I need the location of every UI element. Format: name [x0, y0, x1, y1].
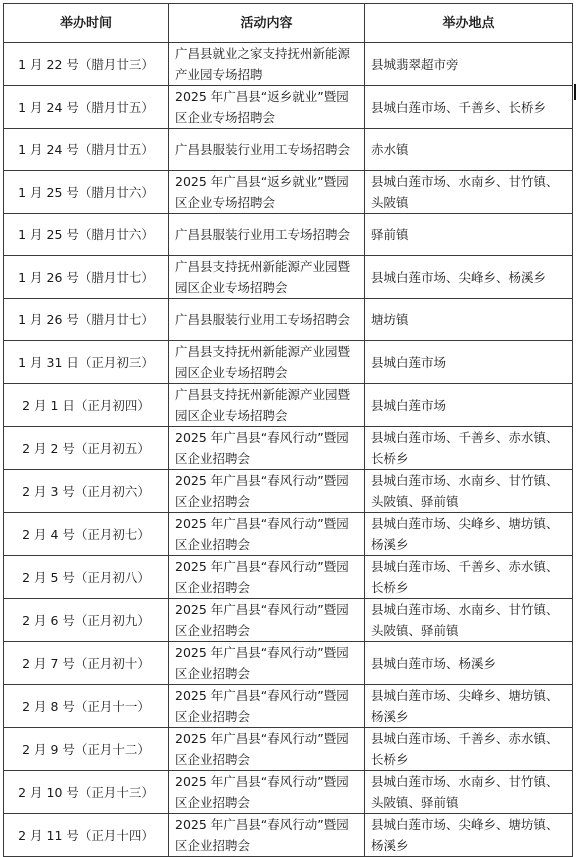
location-cell: 县城白莲市场、水南乡、甘竹镇、头陂镇、驿前镇: [365, 771, 573, 814]
table-header: [4, 4, 573, 43]
content-cell: 2025 年广昌县“春风行动”暨园区企业招聘会: [169, 599, 365, 642]
location-cell: 县城白莲市场: [365, 384, 573, 427]
table-row: [4, 685, 573, 728]
content-cell: 2025 年广昌县“春风行动”暨园区企业招聘会: [169, 470, 365, 513]
location-cell: 县城翡翠超市旁: [365, 43, 573, 86]
content-cell: 2025 年广昌县“返乡就业”暨园区企业专场招聘会: [169, 86, 365, 129]
time-cell: 2 月 8 号（正月十一）: [4, 685, 169, 728]
header-row: [4, 4, 573, 43]
content-cell: 2025 年广昌县“返乡就业”暨园区企业专场招聘会: [169, 171, 365, 214]
table-row: [4, 556, 573, 599]
table-row: [4, 171, 573, 214]
location-cell: 县城白莲市场、尖峰乡、杨溪乡: [365, 256, 573, 299]
location-cell: 县城白莲市场、水南乡、甘竹镇、头陂镇: [365, 171, 573, 214]
time-cell: 1 月 24 号（腊月廿五）: [4, 86, 169, 129]
time-cell: 2 月 3 号（正月初六）: [4, 470, 169, 513]
header-content: 活动内容: [169, 4, 365, 43]
content-cell: 2025 年广昌县“春风行动”暨园区企业招聘会: [169, 513, 365, 556]
text-cursor: [574, 84, 576, 100]
time-cell: 2 月 1 日（正月初四）: [4, 384, 169, 427]
time-cell: 2 月 10 号（正月十三）: [4, 771, 169, 814]
time-cell: 2 月 4 号（正月初七）: [4, 513, 169, 556]
table-row: [4, 384, 573, 427]
location-cell: 县城白莲市场、水南乡、甘竹镇、头陂镇、驿前镇: [365, 470, 573, 513]
table-row: [4, 86, 573, 129]
time-cell: 2 月 6 号（正月初九）: [4, 599, 169, 642]
content-cell: 2025 年广昌县“春风行动”暨园区企业招聘会: [169, 556, 365, 599]
table-row: [4, 256, 573, 299]
content-cell: 广昌县支持抚州新能源产业园暨园区企业专场招聘会: [169, 256, 365, 299]
content-cell: 2025 年广昌县“春风行动”暨园区企业招聘会: [169, 685, 365, 728]
time-cell: 2 月 9 号（正月十二）: [4, 728, 169, 771]
table-row: [4, 341, 573, 384]
time-cell: 1 月 31 日（正月初三）: [4, 341, 169, 384]
table-row: [4, 129, 573, 171]
table-row: [4, 470, 573, 513]
time-cell: 1 月 24 号（腊月廿五）: [4, 129, 169, 171]
time-cell: 1 月 25 号（腊月廿六）: [4, 171, 169, 214]
location-cell: 县城白莲市场、千善乡、长桥乡: [365, 86, 573, 129]
time-cell: 2 月 2 号（正月初五）: [4, 427, 169, 470]
time-cell: 1 月 22 号（腊月廿三）: [4, 43, 169, 86]
content-cell: 2025 年广昌县“春风行动”暨园区企业招聘会: [169, 814, 365, 857]
table-row: [4, 513, 573, 556]
time-cell: 2 月 5 号（正月初八）: [4, 556, 169, 599]
header-time: 举办时间: [4, 4, 169, 43]
header-location: 举办地点: [365, 4, 573, 43]
time-cell: 1 月 26 号（腊月廿七）: [4, 256, 169, 299]
location-cell: 县城白莲市场、千善乡、赤水镇、长桥乡: [365, 427, 573, 470]
table-row: [4, 771, 573, 814]
recruitment-schedule-table: [3, 3, 573, 857]
location-cell: 县城白莲市场: [365, 341, 573, 384]
location-cell: 驿前镇: [365, 214, 573, 256]
location-cell: 县城白莲市场、尖峰乡、塘坊镇、杨溪乡: [365, 814, 573, 857]
table-row: [4, 599, 573, 642]
time-cell: 2 月 11 号（正月十四）: [4, 814, 169, 857]
table-row: [4, 728, 573, 771]
content-cell: 广昌县支持抚州新能源产业园暨园区企业专场招聘会: [169, 384, 365, 427]
content-cell: 广昌县就业之家支持抚州新能源产业园专场招聘: [169, 43, 365, 86]
time-cell: 1 月 25 号（腊月廿六）: [4, 214, 169, 256]
table-row: [4, 427, 573, 470]
table-row: [4, 299, 573, 341]
table-row: [4, 43, 573, 86]
location-cell: 塘坊镇: [365, 299, 573, 341]
table-row: [4, 814, 573, 857]
table-row: [4, 214, 573, 256]
content-cell: 广昌县服装行业用工专场招聘会: [169, 299, 365, 341]
content-cell: 广昌县支持抚州新能源产业园暨园区企业专场招聘会: [169, 341, 365, 384]
location-cell: 县城白莲市场、尖峰乡、塘坊镇、杨溪乡: [365, 513, 573, 556]
location-cell: 县城白莲市场、杨溪乡: [365, 642, 573, 685]
time-cell: 2 月 7 号（正月初十）: [4, 642, 169, 685]
content-cell: 2025 年广昌县“春风行动”暨园区企业招聘会: [169, 427, 365, 470]
location-cell: 县城白莲市场、水南乡、甘竹镇、头陂镇、驿前镇: [365, 599, 573, 642]
content-cell: 2025 年广昌县“春风行动”暨园区企业招聘会: [169, 728, 365, 771]
location-cell: 赤水镇: [365, 129, 573, 171]
location-cell: 县城白莲市场、千善乡、赤水镇、长桥乡: [365, 728, 573, 771]
content-cell: 广昌县服装行业用工专场招聘会: [169, 129, 365, 171]
location-cell: 县城白莲市场、千善乡、赤水镇、长桥乡: [365, 556, 573, 599]
content-cell: 2025 年广昌县“春风行动”暨园区企业招聘会: [169, 771, 365, 814]
table-body: [4, 43, 573, 857]
table-row: [4, 642, 573, 685]
time-cell: 1 月 26 号（腊月廿七）: [4, 299, 169, 341]
content-cell: 2025 年广昌县“春风行动”暨园区企业招聘会: [169, 642, 365, 685]
content-cell: 广昌县服装行业用工专场招聘会: [169, 214, 365, 256]
location-cell: 县城白莲市场、尖峰乡、塘坊镇、杨溪乡: [365, 685, 573, 728]
